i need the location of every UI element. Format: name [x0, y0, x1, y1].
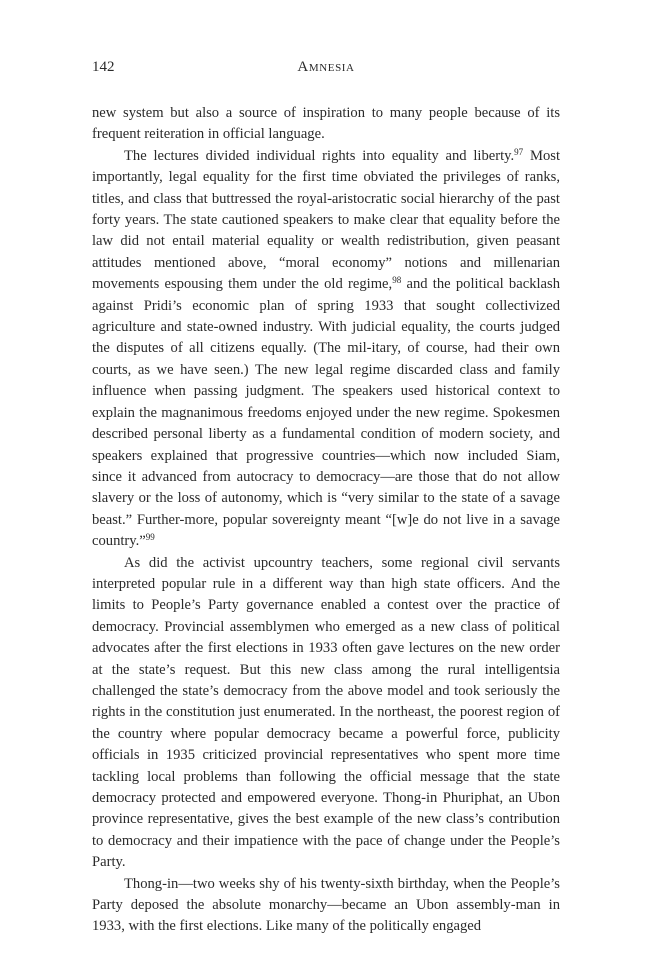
- paragraph-text: Most importantly, legal equality for the first time obviated the privileges of ranks, titles, and class that buttressed the royal-aristocratic social hierarchy of the past forty years. The state cautioned speakers to make clear that equality before the law did not entail material equality or wealth redistribution, given peasant attitudes mentioned above, “moral economy” notions and millenarian movements espousing them under the old regime,: [92, 147, 560, 293]
- paragraph-text: new system but also a source of inspiration to many people because of its frequent reiteration in official language.: [92, 105, 560, 143]
- page-header: [92, 59, 560, 81]
- paragraph-text: As did the activist upcountry teachers, some regional civil servants interpreted popular rule in a different way than high state officers. And the limits to People’s Party governance enabled a contest over the practice of democracy. Provincial assemblymen who emerged as a new class of political advocates after the first elections in 1933 often gave lectures on the new order at the state’s request. But this new class among the rural intelligentsia challenged the state’s democracy from the above model and took seriously the rights in the constitution just enumerated. In the northeast, the poorest region of the country where popular democracy became a powerful force, publicity officials in 1935 criticized provincial representatives who spent more time tackling local problems than following the official message that the state democracy protected and empowered everyone. Thong-in Phuriphat, an Ubon province representative, gives the best example of the new class’s contribution to democracy and their impatience with the pace of change under the People’s Party.: [92, 554, 560, 871]
- page-number: 142: [92, 59, 115, 75]
- paragraph-text: Thong-in—two weeks shy of his twenty-sixth birthday, when the People’s Party deposed the absolute monarchy—became an Ubon assembly-man in 1933, with the first elections. Like many of the politically engaged: [92, 875, 560, 935]
- paragraph-text: The lectures divided individual rights into equality and liberty.: [124, 147, 515, 164]
- footnote-reference: 99: [145, 532, 155, 543]
- body-paragraph: [92, 103, 560, 146]
- body-paragraph: [92, 146, 560, 553]
- footnote-reference: 98: [392, 275, 402, 286]
- paragraph-text: and the political backlash against Pridi’s economic plan of spring 1933 that sought collectivized agriculture and state-owned industry. With judicial equality, the courts judged the disputes of all citizens equally. (The mil-itary, of course, had their own courts, as we have seen.) The new legal regime discarded class and family influence when passing judgment. The speakers used historical context to explain the magnanimous freedoms enjoyed under the new regime. Spokesmen described personal liberty as a fundamental condition of modern society, and speakers explained that progressive countries—which now included Siam, since it advanced from autocracy to democracy—are those that do not allow slavery or the loss of autonomy, which is “very similar to the state of a savage beast.” Further-more, popular sovereignty meant “[w]e do not live in a savage country.”: [92, 276, 560, 550]
- body-paragraph: [92, 874, 560, 938]
- running-head: Amnesia: [297, 59, 355, 75]
- footnote-reference: 97: [514, 146, 524, 157]
- body-paragraph: [92, 553, 560, 874]
- body-text: [92, 103, 560, 938]
